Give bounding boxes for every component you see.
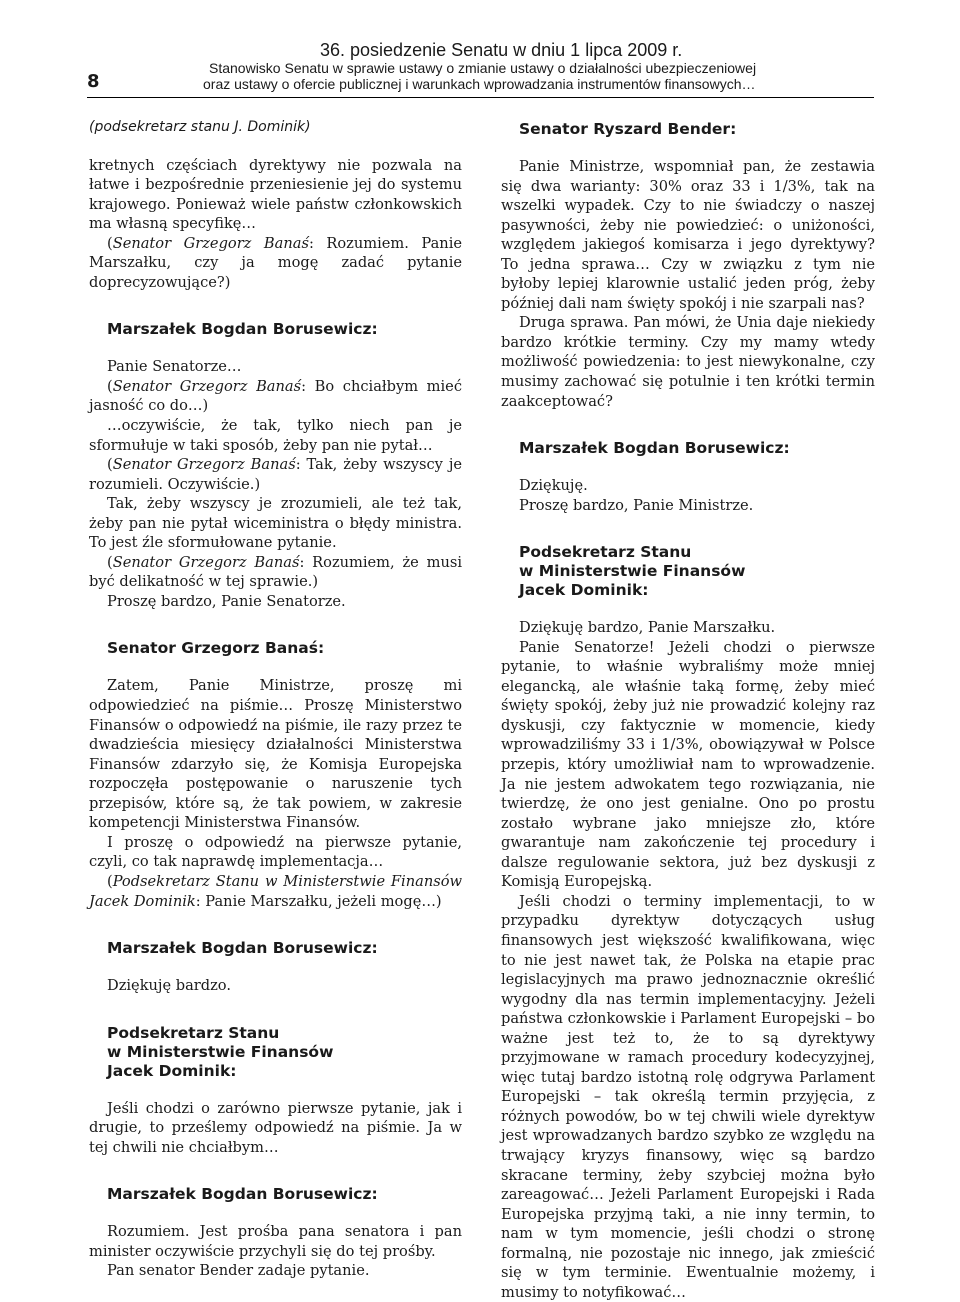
speaker-heading: Senator Ryszard Bender:	[519, 120, 737, 138]
speaker-heading: Marszałek Bogdan Borusewicz:	[107, 320, 378, 339]
interjection-text: : Rozumiem. Panie Marszałku, czy ja mogę zadać pytanie doprecyzowujące?)	[89, 234, 463, 291]
header-rule	[87, 97, 874, 98]
left-column	[89, 118, 462, 1281]
header-subject-line2: oraz ustawy o ofercie publicznej i warunkach wprowadzania instrumentów finansowych…	[203, 76, 756, 92]
speaker-heading: Marszałek Bogdan Borusewicz:	[519, 439, 790, 458]
right-column	[501, 118, 875, 1302]
interjection: (Senator Grzegorz Banaś: Bo chciałbym mieć jasność co do…)	[89, 377, 462, 415]
interjection-text: : Rozumiem, że musi być delikatność w tej sprawie.)	[89, 553, 462, 591]
speaker-heading	[107, 1024, 462, 1081]
interjection: (Senator Grzegorz Banaś: Rozumiem, że musi być delikatność w tej sprawie.)	[89, 553, 462, 591]
interjection-text: : Bo chciałbym mieć jasność co do…)	[89, 377, 462, 415]
speaker-heading-line: w Ministerstwie Finansów	[107, 1042, 334, 1061]
paragraph: Dziękuję bardzo, Panie Marszałku.	[519, 619, 776, 637]
paragraph: Proszę bardzo, Panie Senatorze.	[107, 592, 346, 610]
speaker-heading: Senator Grzegorz Banaś:	[107, 639, 325, 658]
interjection-speaker: Senator Grzegorz Banaś	[112, 553, 300, 571]
paragraph: kretnych częściach dyrektywy nie pozwala na łatwe i bezpośrednie przeniesienie jej do systemu krajowego. Ponieważ wiele państw członkowskich ma własną specyfikę…	[89, 156, 462, 233]
speaker-heading: Marszałek Bogdan Borusewicz:	[107, 1185, 378, 1204]
speaker-heading-line: Podsekretarz Stanu	[519, 543, 692, 562]
header-subject-line1: Stanowisko Senatu w sprawie ustawy o zmianie ustawy o działalności ubezpieczeniowej	[209, 60, 757, 76]
continuation-note: (podsekretarz stanu J. Dominik)	[89, 119, 311, 135]
interjection: (Senator Grzegorz Banaś: Rozumiem. Panie Marszałku, czy ja mogę zadać pytanie doprecyzowujące?)	[89, 234, 463, 291]
speaker-heading: Marszałek Bogdan Borusewicz:	[107, 939, 378, 958]
paragraph: Tak, żeby wszyscy je zrozumieli, ale też tak, żeby pan nie pytał wiceministra o błędy ministra. To jest źle sformułowane pytanie.	[89, 495, 462, 552]
paragraph: Rozumiem. Jest prośba pana senatora i pan minister oczywiście przychyli się do tej prośby.	[89, 1223, 462, 1260]
page-header	[0, 0, 960, 100]
paragraph: I proszę o odpowiedź na pierwsze pytanie, czyli, co tak naprawdę implementacja…	[89, 833, 462, 871]
interjection-speaker: Senator Grzegorz Banaś	[112, 377, 302, 395]
interjection-speaker: Senator Grzegorz Banaś	[112, 456, 296, 474]
paragraph: Druga sprawa. Pan mówi, że Unia daje niekiedy bardzo krótkie terminy. Czy my mamy wtedy możliwość powiedzenia: to jest niewykonalne, czy musimy zachować się potulnie i ten krótki termin zaakceptować?	[501, 314, 875, 410]
page-number: 8	[87, 71, 100, 92]
paragraph: …oczywiście, że tak, tylko niech pan je sformułuje w taki sposób, żeby pan nie pytał…	[89, 417, 462, 454]
paragraph: Pan senator Bender zadaje pytanie.	[107, 1262, 370, 1280]
paragraph: Jeśli chodzi o zarówno pierwsze pytanie, jak i drugie, to prześlemy odpowiedź na piśmie. Ja w tej chwili nie chciałbym…	[89, 1099, 462, 1156]
paragraph: Proszę bardzo, Panie Ministrze.	[519, 496, 754, 514]
speaker-heading	[519, 543, 875, 600]
paragraph: Jeśli chodzi o terminy implementacji, to w przypadku dyrektyw dotyczących usług finansowych jest większość kwalifikowana, więc to nie jest nawet tak, że Polska na etapie prac legislacyjnych ma prawo jednoznacznie określić wygodny dla nas termin implementacyjny. Jeżeli państwa członkowskie i Parlament Europejski – bo ważne jest też to, że to są dyrektywy przyjmowane w ramach procedury kodecyzyjnej, więc tutaj bardzo istotną rolę odgrywa Parlament Europejski – tak określą termin przyjęcia, z różnych powodów, bo w tej chwili wiele dyrektyw jest wprowadzanych bardzo szybko ze względu na trwający kryzys finansowy, więc są bardzo skracane terminy, żeby szybciej można było zareagować… Jeżeli Parlament Europejski i Rada Europejska przyjmą taki, a nie inny termin, to nam w tym momencie, jeśli chodzi o stronę formalną, nie pozostaje nic innego, jak zmieścić się w tym terminie. Ewentualnie możemy, i musimy to notyfikować…	[501, 892, 875, 1301]
paragraph: Zatem, Panie Ministrze, proszę mi odpowiedzieć na piśmie… Proszę Ministerstwo Finansów o odpowiedź na piśmie, ile razy przez te dwadzieścia miesięcy działalności Ministerstwa Finansów zdarzyło się, że Komisja Europejska rozpoczęła postępowanie o naruszenie tych przepisów, które są, że tak powiem, w zakresie kompetencji Ministerstwa Finansów.	[89, 677, 462, 832]
interjection-text: : Tak, żeby wszyscy je rozumieli. Oczywiście.)	[89, 456, 462, 493]
interjection: (Podsekretarz Stanu w Ministerstwie Finansów Jacek Dominik: Panie Marszałku, jeżeli mogę…)	[89, 872, 462, 910]
paragraph: Panie Senatorze…	[107, 358, 242, 376]
interjection-speaker: Podsekretarz Stanu w Ministerstwie Finansów Jacek Dominik	[89, 872, 462, 910]
paragraph: Panie Senatorze! Jeżeli chodzi o pierwsze pytanie, to właśnie wybraliśmy może mniej elegancką, ale właśnie taką formę, żeby mieć święty spokój, żeby już nie prowadzić kolejny raz dyskusji, czy faktycznie w momencie, kiedy wprowadziliśmy 33 i 1/3%, obowiązywał w Polsce przepis, który umożliwiał nam to wprowadzenie. Ja nie jestem adwokatem tego rozwiązania, nie twierdzę, że ono jest genialne. Ono po prostu zostało wybrane jako mniejsze zło, które gwarantuje nam zakończenie tej procedury i dalsze regulowanie sektora, już bez dyskusji z Komisją Europejską.	[501, 638, 875, 891]
header-session-title: 36. posiedzenie Senatu w dniu 1 lipca 2009 r.	[320, 40, 683, 60]
paragraph: Dziękuję.	[519, 477, 588, 495]
speaker-heading-line: Jacek Dominik:	[107, 1061, 237, 1080]
speaker-heading-line: w Ministerstwie Finansów	[519, 562, 746, 581]
speaker-heading-line: Podsekretarz Stanu	[107, 1023, 280, 1042]
paragraph: Panie Ministrze, wspomniał pan, że zestawia się dwa warianty: 30% oraz 33 i 1/3%, tak na wszelki wypadek. Czy to nie świadczy o naszej pasywności, żeby nie powiedzieć: o uniżoności, względem jakiegoś komisarza i jego dyrektywy? To jedna sprawa… Czy w związku z tym nie byłoby lepiej klarownie ustalić jeden próg, żeby później dali nam święty spokój i nie szarpali nas?	[501, 158, 875, 312]
paragraph: Dziękuję bardzo.	[107, 977, 231, 995]
speaker-heading-line: Jacek Dominik:	[519, 581, 649, 600]
interjection-text: : Panie Marszałku, jeżeli mogę…)	[195, 892, 442, 910]
interjection: (Senator Grzegorz Banaś: Tak, żeby wszyscy je rozumieli. Oczywiście.)	[89, 456, 462, 493]
interjection-speaker: Senator Grzegorz Banaś	[112, 234, 309, 252]
